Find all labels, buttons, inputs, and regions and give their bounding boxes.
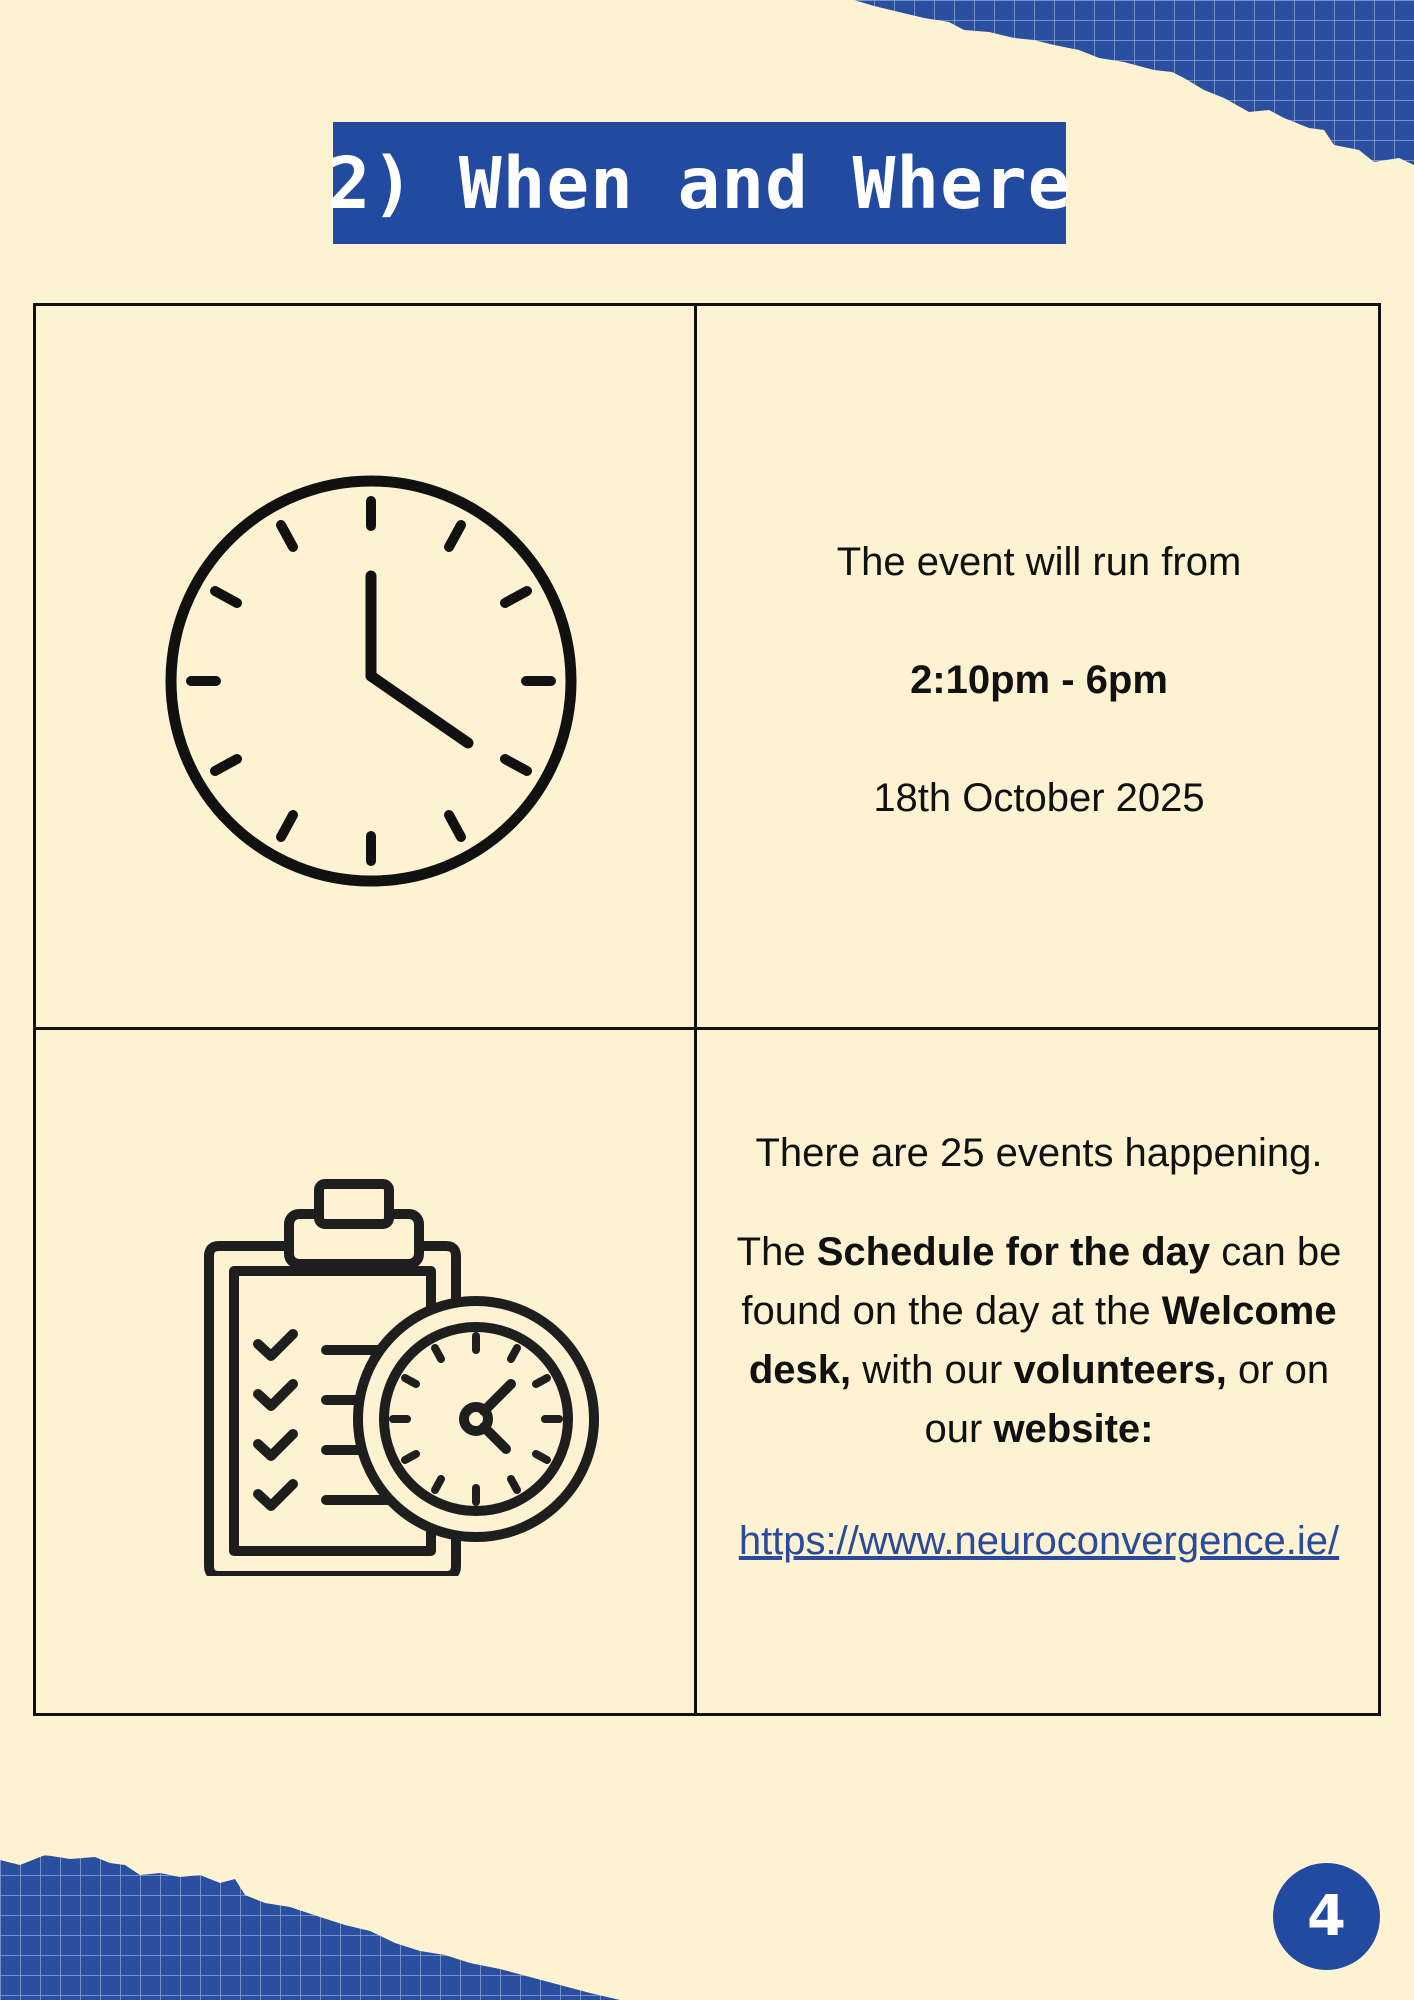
- schedule-text: or on: [1226, 1348, 1330, 1392]
- event-time-text: [697, 533, 1381, 828]
- schedule-text: our: [924, 1407, 994, 1451]
- event-date: 18th October 2025: [873, 776, 1205, 820]
- page-number: 4: [1307, 1884, 1346, 1949]
- page-title: 2) When and Where: [327, 141, 1072, 225]
- schedule-emphasis: Schedule for the day: [816, 1230, 1211, 1274]
- website-link[interactable]: https://www.neuroconvergence.ie/: [738, 1519, 1340, 1563]
- schedule-text: with our: [851, 1348, 1014, 1392]
- volunteers-emphasis: volunteers,: [1013, 1348, 1227, 1392]
- schedule-line-4: [697, 1400, 1381, 1459]
- welcome-emphasis: Welcome: [1161, 1289, 1337, 1333]
- torn-grid-paper-bottom-decoration: [0, 1855, 620, 2000]
- schedule-text: can be: [1210, 1230, 1342, 1274]
- event-time: 2:10pm - 6pm: [910, 658, 1168, 702]
- clock-icon: [161, 471, 581, 891]
- schedule-line-3: [697, 1341, 1381, 1400]
- schedule-text: The: [736, 1230, 817, 1274]
- schedule-text: found on the day at the: [741, 1289, 1162, 1333]
- website-emphasis: website:: [993, 1407, 1154, 1451]
- desk-emphasis: desk,: [748, 1348, 852, 1392]
- page-number-badge: [1273, 1863, 1380, 1970]
- clipboard-schedule-icon: [161, 1136, 621, 1576]
- event-intro: The event will run from: [836, 540, 1242, 584]
- events-info-text: [697, 1124, 1381, 1571]
- schedule-line-1: [697, 1223, 1381, 1282]
- events-count: There are 25 events happening.: [755, 1131, 1323, 1175]
- title-banner: [327, 122, 1072, 244]
- schedule-line-2: [697, 1282, 1381, 1341]
